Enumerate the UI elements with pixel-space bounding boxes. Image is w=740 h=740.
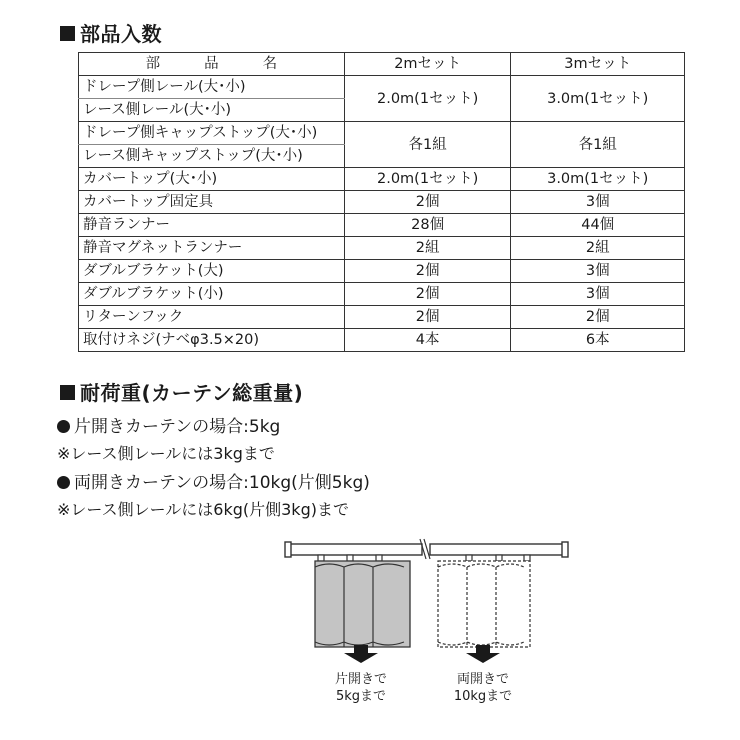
part-name: カバートップ固定具 [79,191,345,214]
table-row [79,214,685,237]
parts-section-title [60,18,162,47]
qty-3m: 3.0m(1セット) [511,168,685,191]
load-double-text: 両開きカーテンの場合:10kg(片側5kg) [74,473,370,493]
qty-2m: 2.0m(1セット) [344,168,511,191]
table-row [79,76,685,99]
part-name: 静音ランナー [79,214,345,237]
qty-2m: 各1組 [344,122,511,168]
qty-3m: 6本 [511,329,685,352]
qty-2m: 2組 [344,237,511,260]
table-row [79,260,685,283]
load-title-text: 耐荷重(カーテン総重量) [80,381,304,405]
round-bullet-icon [57,476,70,489]
part-name: 静音マグネットランナー [79,237,345,260]
qty-2m: 2個 [344,306,511,329]
table-row [79,237,685,260]
left-caption-2: 5kgまで [335,689,387,704]
load-double-note: ※レース側レールには6kg(片側3kg)まで [57,500,349,519]
down-arrow-icon [344,645,378,663]
table-header-row [79,53,685,76]
header-char: 品 [204,56,219,72]
right-caption-1: 両開きで [456,672,510,687]
curtain-solid [315,561,410,647]
qty-3m: 44個 [511,214,685,237]
qty-2m: 4本 [344,329,511,352]
qty-3m: 3.0m(1セット) [511,76,685,122]
qty-2m: 2個 [344,260,511,283]
down-arrow-icon [466,645,500,663]
parts-table [78,52,685,352]
load-single-text: 片開きカーテンの場合:5kg [74,417,281,437]
part-name: リターンフック [79,306,345,329]
load-single-line [57,412,280,437]
table-row [79,168,685,191]
load-double-line [57,468,370,493]
qty-2m: 28個 [344,214,511,237]
part-name: ドレープ側レール(大･小) [79,76,345,99]
qty-2m: 2個 [344,283,511,306]
qty-3m: 3個 [511,283,685,306]
square-bullet-icon [60,385,75,400]
table-row [79,329,685,352]
curtain-dashed [438,561,530,647]
load-section-title [60,377,303,406]
qty-3m: 2個 [511,306,685,329]
qty-3m: 3個 [511,191,685,214]
qty-3m: 3個 [511,260,685,283]
table-row [79,191,685,214]
header-2m-set: 2mセット [344,53,511,76]
runners-right [466,555,530,561]
part-name: ドレープ側キャップストップ(大･小) [79,122,345,145]
part-name: カバートップ(大･小) [79,168,345,191]
load-single-note: ※レース側レールには3kgまで [57,444,275,463]
round-bullet-icon [57,420,70,433]
runners-left [318,555,382,561]
square-bullet-icon [60,26,75,41]
table-row [79,122,685,145]
part-name: ダブルブラケット(小) [79,283,345,306]
header-part-name [79,53,345,76]
header-char: 部 [145,56,161,72]
qty-3m: 各1組 [511,122,685,168]
part-name: 取付けネジ(ナベφ3.5×20) [79,329,345,352]
part-name: レース側レール(大･小) [79,99,345,122]
part-name: レース側キャップストップ(大･小) [79,145,345,168]
qty-2m: 2.0m(1セット) [344,76,511,122]
table-row [79,306,685,329]
curtain-load-diagram [280,535,580,710]
header-3m-set: 3mセット [511,53,685,76]
table-row [79,283,685,306]
qty-2m: 2個 [344,191,511,214]
qty-3m: 2組 [511,237,685,260]
header-char: 名 [262,56,278,72]
left-caption-1: 片開きで [334,672,388,687]
part-name: ダブルブラケット(大) [79,260,345,283]
right-caption-2: 10kgまで [453,689,513,704]
parts-title-text: 部品入数 [80,22,162,46]
